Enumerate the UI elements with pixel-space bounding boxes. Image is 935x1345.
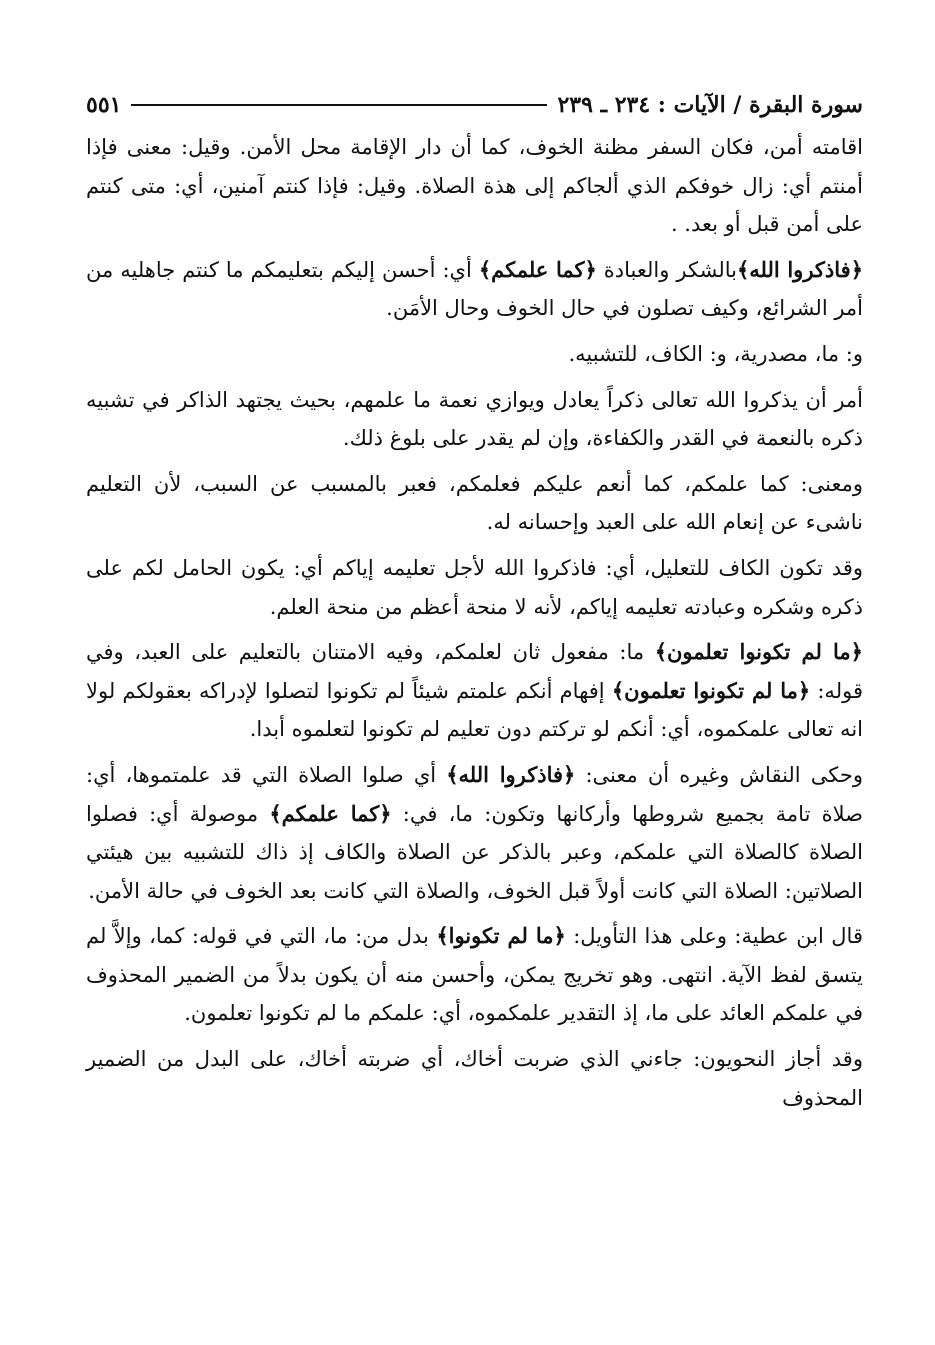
paragraph	[86, 335, 863, 374]
text-run: أي: أحسن إليكم بتعليمكم ما كنتم جاهليه من أمر الشرائع، وكيف تصلون في حال الخوف وحال الأمَن.	[86, 257, 863, 321]
quran-quote: ﴿فاذكروا الله﴾	[736, 256, 864, 282]
text-run: أمر أن يذكروا الله تعالى ذكراً يعادل ويوازي نعمة ما علمهم، بحيث يجتهد الذاكر في تشبيه ذكره بالنعمة في القدر والكفاءة، وإن لم يقدر على بلوغ ذلك.	[86, 387, 863, 451]
page-header	[86, 88, 863, 122]
paragraph	[86, 917, 863, 1033]
text-run: وقد أجاز النحويون: جاءني الذي ضربت أخاك، أي ضربته أخاك، على البدل من الضمير المحذوف	[86, 1047, 863, 1110]
paragraph	[86, 465, 863, 542]
running-title: سورة البقرة / الآيات : ٢٣٤ ـ ٢٣٩	[557, 92, 863, 118]
quran-quote: ﴿ما لم تكونوا﴾	[436, 923, 566, 949]
quran-quote: ﴿ما لم تكونوا تعلمون﴾	[654, 639, 863, 665]
text-run: اقامته أمن، فكان السفر مظنة الخوف، كما أن دار الإقامة محل الأمن. وقيل: معنى فإذا أمنتم أي: زال خوفكم الذي ألجاكم إلى هذة الصلاة. وقيل: فإذا كنتم آمنين، أي: متى كنتم على أمن قبل أو بعد. .	[86, 135, 863, 237]
quran-quote: ﴿كما علمكم﴾	[269, 800, 392, 826]
paragraph	[86, 381, 863, 458]
page-number: ٥٥١	[86, 92, 122, 118]
text-run: وقد تكون الكاف للتعليل، أي: فاذكروا الله لأجل تعليمه إياكم أي: يكون الحامل لكم على ذكره وشكره وعبادته تعليمه إياكم، لأنه لا منحة أعظم من منحة العلم.	[86, 555, 863, 619]
text-run: ما: مفعول ثان لعلمكم، وفيه الامتنان بالتعليم على العبد، وفي قوله:	[86, 640, 863, 703]
text-run: و: ما، مصدرية، و: الكاف، للتشبيه.	[568, 341, 863, 366]
quran-quote: ﴿فاذكروا الله﴾	[446, 761, 576, 787]
paragraph	[86, 549, 863, 626]
text-run: قال ابن عطية: وعلى هذا التأويل:	[565, 924, 863, 949]
text-run: إفهام أنكم علمتم شيئاً لم تكونوا لتصلوا لإدراكه بعقولكم لولا انه تعالى علمكموه، أي: أنكم لو تركتم دون تعليم لم تكونوا لتعلموه أبدا.	[86, 678, 863, 742]
body-text	[86, 128, 863, 1117]
text-run: وحكى النقاش وغيره أن معنى:	[575, 762, 863, 787]
header-rule	[131, 104, 547, 106]
text-run: ومعنى: كما علمكم، كما أنعم عليكم فعلمكم، فعبر بالمسبب عن السبب، لأن التعليم ناشىء عن إنعام الله على العبد وإحسانه له.	[86, 471, 863, 535]
text-run: موصولة أي: فصلوا الصلاة كالصلاة التي علمكم، وعبر بالذكر عن الصلاة والكاف إذ ذاك للتشبيه بين هيئتي الصلاتين: الصلاة التي كانت أولاً قبل الخوف، والصلاة التي كانت بعد الخوف في حالة الأمن.	[86, 801, 863, 903]
quran-quote: ﴿ما لم تكونوا تعلمون﴾	[611, 677, 811, 703]
text-run: أي صلوا الصلاة التي قد علمتموها، أي: صلاة تامة بجميع شروطها وأركانها وتكون: ما، في:	[86, 762, 864, 826]
paragraph	[86, 756, 863, 910]
text-run: بالشكر والعبادة	[596, 257, 737, 282]
paragraph	[86, 1040, 863, 1117]
paragraph	[86, 128, 863, 244]
text-run: بدل من: ما، التي في قوله: كما، وإلاَّ لم يتسق لفظ الآية. انتهى. وهو تخريج يمكن، وأحسن منه أن يكون بدلاً من الضمير المحذوف في علمكم العائد على ما، إذ التقدير علمكموه، أي: علمكم ما لم تكونوا تعلمون.	[86, 924, 863, 1026]
paragraph	[86, 251, 863, 328]
quran-quote: ﴿كما علمكم﴾	[478, 256, 597, 282]
paragraph	[86, 633, 863, 749]
